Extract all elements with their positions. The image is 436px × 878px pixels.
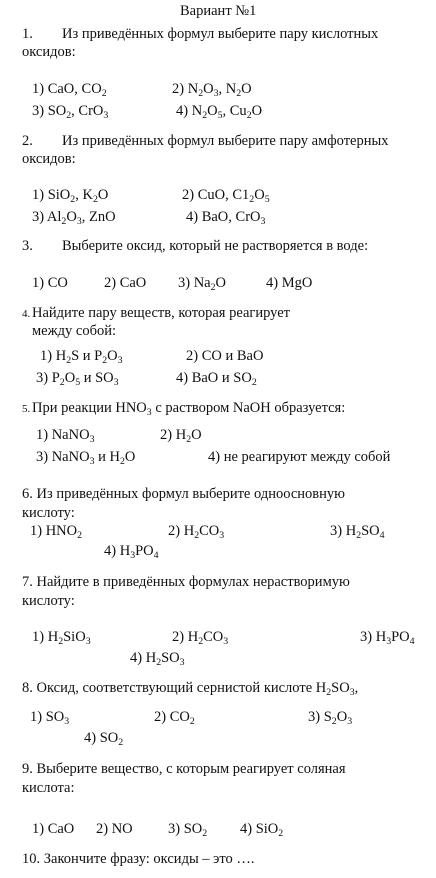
option-1: 1) SiO$_2$, $K_2O$ bbox=[32, 187, 109, 205]
question-text: 9. Выберите вещество, с которым реагирует соляная bbox=[22, 761, 346, 777]
option-4: 4) $H_3PO_4$ bbox=[104, 543, 159, 561]
question-number: 2. bbox=[22, 133, 33, 149]
option-3: 3) $H_2SO_4$ bbox=[330, 523, 385, 541]
question-text: Выберите оксид, который не растворяется в воде: bbox=[62, 238, 369, 254]
option-1: 1) CaO bbox=[32, 821, 75, 837]
option-3: 3) NaNO$_3$ и $H_2O$ bbox=[36, 449, 136, 467]
option-2: 2) $N_2O_3$, $N_2O$ bbox=[172, 81, 252, 99]
option-2: 2) NO bbox=[96, 821, 133, 837]
option-1: 1) $SO_3$ bbox=[30, 709, 70, 727]
option-3: 3) $SO_2$, CrO$_3$ bbox=[32, 103, 109, 121]
option-1: 1) $H_2S$ и $P_2O_3$ bbox=[40, 348, 123, 366]
question-text: Найдите пару веществ, которая реагирует bbox=[32, 305, 290, 321]
question-number: 4. bbox=[22, 308, 31, 320]
question-text: Из приведённых формул выберите пару амфотерных bbox=[62, 133, 389, 149]
question-text: При реакции $HNO_3$ с раствором NaOH образуется: bbox=[32, 400, 346, 418]
option-3: 3) $S_2O_3$ bbox=[308, 709, 353, 727]
question-text: 7. Найдите в приведённых формулах нерастворимую bbox=[22, 574, 350, 590]
option-2: 2) CaO bbox=[104, 275, 147, 291]
question-text-cont: кислоту: bbox=[22, 505, 75, 521]
option-2: 2) $H_2O$ bbox=[160, 427, 202, 445]
option-3: 3) $Na_2O$ bbox=[178, 275, 227, 293]
option-4: 4) $N_2O_5$, $Cu_2O$ bbox=[176, 103, 263, 121]
question-text: Из приведённых формул выберите пару кислотных bbox=[62, 26, 379, 42]
option-3: 3) $H_3PO_4$ bbox=[360, 629, 415, 647]
option-1: 1) $H_2SiO_3$ bbox=[32, 629, 91, 647]
question-text-cont: оксидов: bbox=[22, 44, 76, 60]
option-2: 2) $H_2CO_3$ bbox=[168, 523, 225, 541]
option-4: 4) BaO, CrO$_3$ bbox=[186, 209, 266, 227]
option-4: 4) $SO_2$ bbox=[84, 730, 124, 748]
question-text-cont: оксидов: bbox=[22, 151, 76, 167]
option-4: 4) BaO и $SO_2$ bbox=[176, 370, 257, 388]
option-3: 3) $SO_2$ bbox=[168, 821, 208, 839]
option-1: 1) CaO, $CO_2$ bbox=[32, 81, 107, 99]
option-3: 3) $Al_2O_3$, ZnO bbox=[32, 209, 116, 227]
question-text-cont: кислоту: bbox=[22, 593, 75, 609]
option-1: 1) NaNO$_3$ bbox=[36, 427, 95, 445]
option-4: 4) $H_2SO_3$ bbox=[130, 650, 185, 668]
option-1: 1) CO bbox=[32, 275, 68, 291]
question-text-cont: кислота: bbox=[22, 780, 75, 796]
option-3: 3) $P_2O_5$ и $SO_3$ bbox=[36, 370, 119, 388]
option-2: 2) $CO_2$ bbox=[154, 709, 195, 727]
question-text: 8. Оксид, соответствующий сернистой кислоте $H_2SO_3$, bbox=[22, 680, 359, 698]
option-4: 4) SiO$_2$ bbox=[240, 821, 284, 839]
option-2: 2) CuO, $C1_2O_5$ bbox=[182, 187, 270, 205]
option-2: 2) CO и BaO bbox=[186, 348, 264, 364]
question-number: 1. bbox=[22, 26, 33, 42]
option-1: 1) $HNO_2$ bbox=[30, 523, 83, 541]
option-4: 4) MgO bbox=[266, 275, 313, 291]
question-number: 3. bbox=[22, 238, 33, 254]
option-2: 2) $H_2CO_3$ bbox=[172, 629, 229, 647]
question-text: 6. Из приведённых формул выберите одноосновную bbox=[22, 486, 345, 502]
option-4: 4) не реагируют между собой bbox=[208, 449, 391, 465]
title: Вариант №1 bbox=[180, 3, 257, 19]
question-text-cont: между собой: bbox=[32, 323, 116, 339]
question-text: 10. Закончите фразу: оксиды – это …. bbox=[22, 851, 255, 867]
question-number: 5. bbox=[22, 403, 31, 415]
